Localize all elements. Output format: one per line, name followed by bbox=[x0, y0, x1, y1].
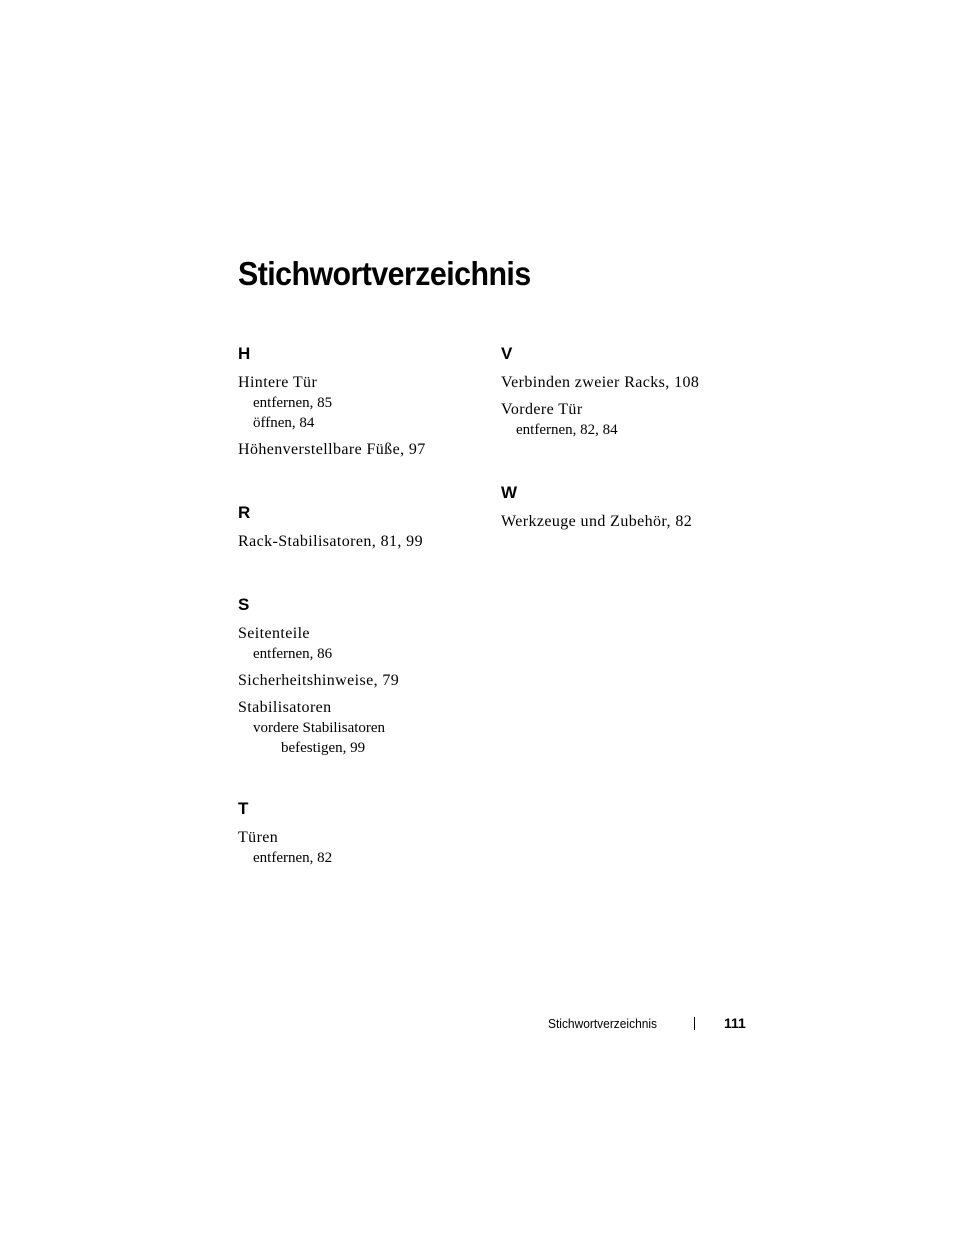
index-subsubterm: befestigen, 99 bbox=[281, 740, 366, 756]
index-section-v bbox=[501, 344, 741, 446]
index-entry-vordere-tuer bbox=[501, 399, 741, 440]
index-term: Verbinden zweier Racks, 108 bbox=[501, 374, 700, 391]
footer-separator bbox=[694, 1017, 695, 1030]
index-section-h bbox=[238, 344, 478, 466]
index-entry-rack-stabilisatoren bbox=[238, 531, 478, 552]
index-entry-hintere-tuer bbox=[238, 372, 478, 433]
index-term: Sicherheitshinweise, 79 bbox=[238, 672, 400, 689]
section-letter: R bbox=[238, 503, 251, 522]
index-subterm: entfernen, 85 bbox=[253, 395, 333, 411]
index-section-s bbox=[238, 595, 478, 764]
index-entry-werkzeuge-und-zubehoer bbox=[501, 511, 741, 532]
index-subterm: entfernen, 86 bbox=[253, 646, 333, 662]
index-term: Türen bbox=[238, 829, 279, 846]
index-section-r bbox=[238, 503, 478, 558]
section-letter: W bbox=[501, 483, 518, 502]
index-section-t bbox=[238, 799, 478, 874]
index-subterm: vordere Stabilisatoren bbox=[253, 720, 386, 736]
section-letter: S bbox=[238, 595, 250, 614]
section-letter: V bbox=[501, 344, 513, 363]
footer-section-label: Stichwortverzeichnis bbox=[548, 1016, 658, 1031]
index-term: Vordere Tür bbox=[501, 401, 583, 418]
index-term: Werkzeuge und Zubehör, 82 bbox=[501, 513, 693, 530]
index-subterm: entfernen, 82 bbox=[253, 850, 333, 866]
index-term: Stabilisatoren bbox=[238, 699, 332, 716]
page-title: Stichwortverzeichnis bbox=[238, 255, 531, 292]
index-entry-sicherheitshinweise bbox=[238, 670, 478, 691]
page-number: 111 bbox=[724, 1015, 746, 1031]
index-entry-hoehenverstellbare-fuesse bbox=[238, 439, 478, 460]
index-term: Seitenteile bbox=[238, 625, 310, 642]
index-subterm: öffnen, 84 bbox=[253, 415, 315, 431]
index-entry-stabilisatoren bbox=[238, 697, 478, 758]
section-letter: H bbox=[238, 344, 251, 363]
index-entry-verbinden-zweier-racks bbox=[501, 372, 741, 393]
index-term: Rack-Stabilisatoren, 81, 99 bbox=[238, 533, 423, 550]
index-entry-seitenteile bbox=[238, 623, 478, 664]
index-term: Hintere Tür bbox=[238, 374, 318, 391]
section-letter: T bbox=[238, 799, 249, 818]
index-term: Höhenverstellbare Füße, 97 bbox=[238, 441, 426, 458]
index-entry-tueren bbox=[238, 827, 478, 868]
index-subterm: entfernen, 82, 84 bbox=[516, 422, 618, 438]
index-section-w bbox=[501, 483, 741, 538]
